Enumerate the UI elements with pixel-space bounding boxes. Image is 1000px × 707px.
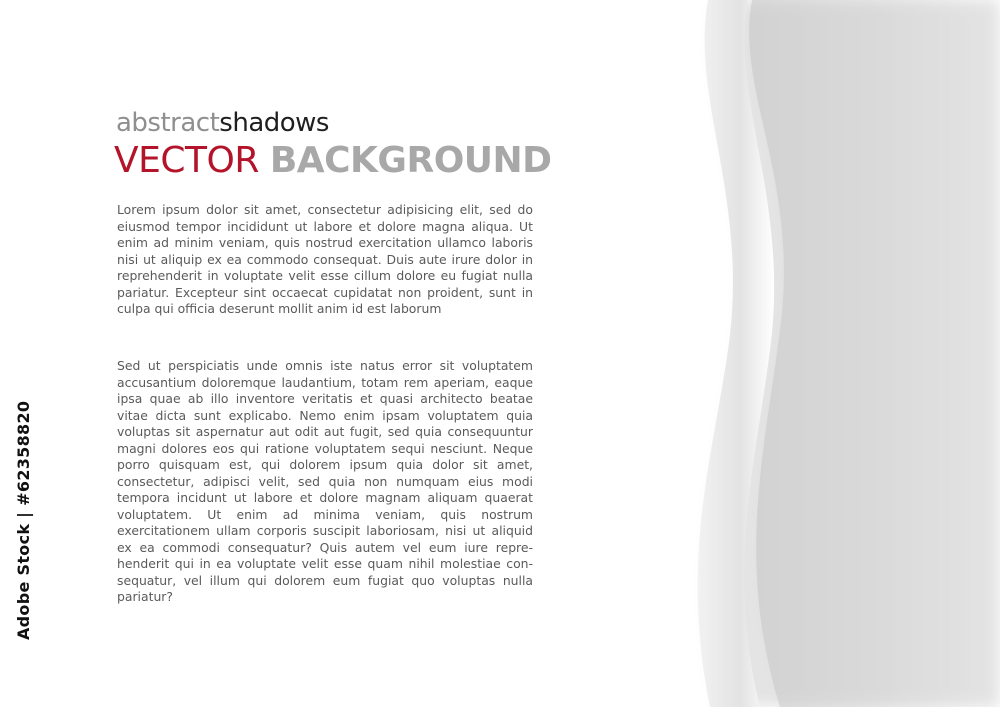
heading-vector-background [114, 140, 552, 182]
heading-word-background: BACKGROUND [269, 140, 552, 181]
heading-word-shadows: shadows [219, 108, 329, 138]
body-paragraph-2: Sed ut perspiciatis unde omnis iste natus error sit voluptatem accusantium doloremque laudantium, totam rem aperiam, eaque ipsa quae ab illo inventore veritatis et quasi architecto beatae vitae dicta sunt explicabo. Nemo enim ipsam voluptatem quia voluptas sit aspernatur aut odit aut fugit, sed quia consequuntur magni dolores eos qui ratione voluptatem sequi nesciunt. Neque porro quisquam est, qui dolorem ipsum quia dolor sit amet, consectetur, adipisci velit, sed quia non numquam eius modi tempora incidunt ut labore et dolore magnam aliquam quaerat voluptatem. Ut enim ad minima veniam, quis nostrum exercitationem ullam corporis suscipit laboriosam, nisi ut aliquid ex ea commodi consequatur? Quis autem vel eum iure reprehenderit qui in ea voluptate velit esse quam nihil molestiae consequatur, vel illum qui dolorem eum fugiat quo voluptas nulla pariatur? [117, 358, 533, 605]
body-paragraph-1: Lorem ipsum dolor sit amet, consectetur adipisicing elit, sed do eiusmod tempor incididunt ut labore et dolore magna aliqua. Ut enim ad minim veniam, quis nostrud exercitation ullamco laboris nisi ut aliquip ex ea commodo consequat. Duis aute irure dolor in reprehenderit in voluptate velit esse cillum dolore eu fugiat nulla pariatur. Excepteur sint occaecat cupidatat non proident, sunt in culpa qui officia deserunt mollit anim id est laborum [117, 202, 533, 317]
stock-id-watermark: Adobe Stock | #62358820 [14, 400, 33, 640]
heading-word-abstract: abstract [116, 108, 220, 138]
heading-abstract-shadows [116, 106, 329, 140]
heading-word-vector: VECTOR [114, 140, 259, 181]
